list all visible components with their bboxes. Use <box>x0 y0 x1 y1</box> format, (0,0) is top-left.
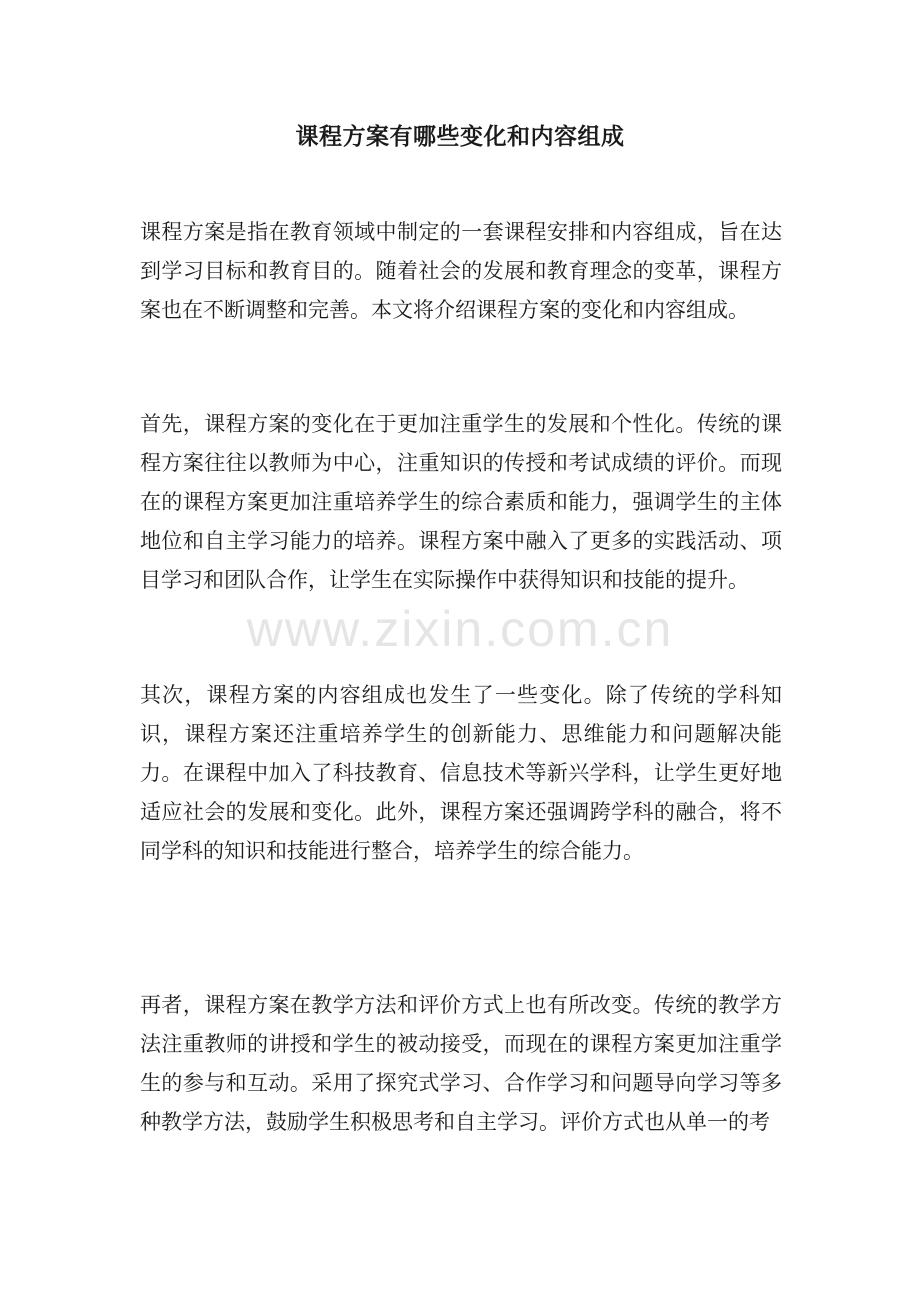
paragraph-second: 其次，课程方案的内容组成也发生了一些变化。除了传统的学科知识，课程方案还注重培养学生的创新能力、思维能力和问题解决能力。在课程中加入了科技教育、信息技术等新兴学科，让学生更好地适应社会的发展和变化。此外，课程方案还强调跨学科的融合，将不同学科的知识和技能进行整合，培养学生的综合能力。 <box>140 683 782 863</box>
paragraph-intro: 课程方案是指在教育领域中制定的一套课程安排和内容组成，旨在达到学习目标和教育目的。随着社会的发展和教育理念的变革，课程方案也在不断调整和完善。本文将介绍课程方案的变化和内容组成。 <box>140 220 782 322</box>
paragraph-third: 再者，课程方案在教学方法和评价方式上也有所改变。传统的教学方法注重教师的讲授和学生的被动接受，而现在的课程方案更加注重学生的参与和互动。采用了探究式学习、合作学习和问题导向学习等多种教学方法，鼓励学生积极思考和自主学习。评价方式也从单一的考 <box>140 993 782 1134</box>
paragraph-first: 首先，课程方案的变化在于更加注重学生的发展和个性化。传统的课程方案往往以教师为中心，注重知识的传授和考试成绩的评价。而现在的课程方案更加注重培养学生的综合素质和能力，强调学生的主体地位和自主学习能力的培养。课程方案中融入了更多的实践活动、项目学习和团队合作，让学生在实际操作中获得知识和技能的提升。 <box>140 412 782 592</box>
watermark: www.zixin.com.cn <box>246 601 674 657</box>
document-title: 课程方案有哪些变化和内容组成 <box>295 123 625 150</box>
